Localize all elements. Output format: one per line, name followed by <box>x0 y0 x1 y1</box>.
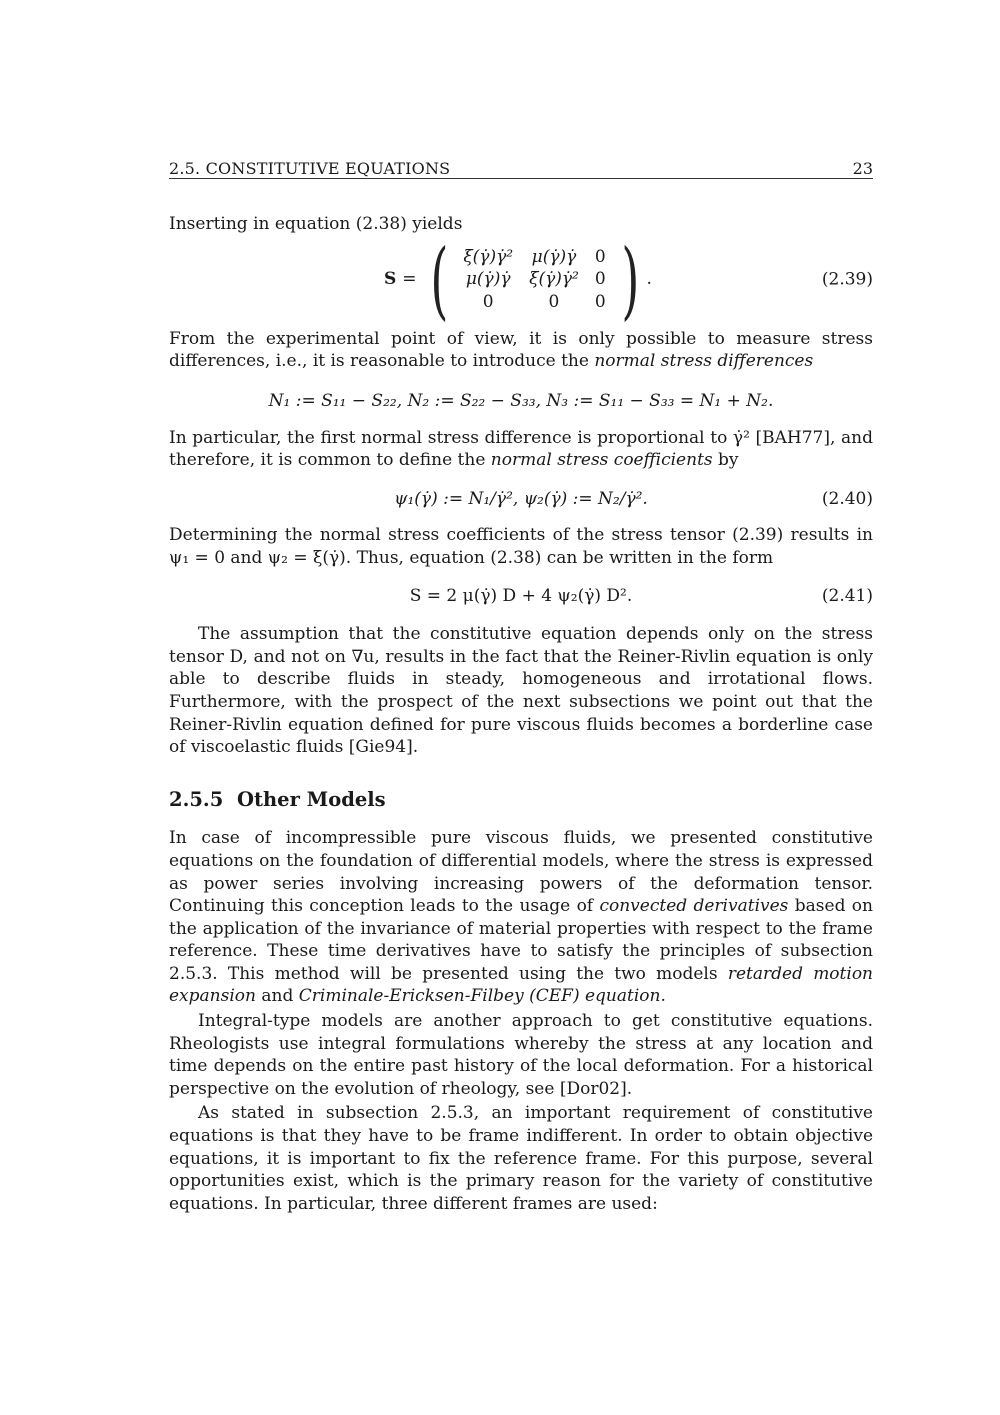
right-paren: ) <box>621 230 640 329</box>
running-header <box>169 156 873 179</box>
equation-number: (2.39) <box>821 269 873 290</box>
equation-expression: ψ₁(γ̇) := N₁/γ̇², ψ₂(γ̇) := N₂/γ̇². <box>394 488 648 509</box>
matrix-cell: 0 <box>594 246 606 267</box>
matrix-cell: ξ(γ̇)γ̇² <box>529 269 579 290</box>
matrix-cell: 0 <box>482 291 494 312</box>
emphasis-normal-stress-coefficients: normal stress coefficients <box>490 450 713 471</box>
header-section-title: 2.5. CONSTITUTIVE EQUATIONS <box>169 159 451 178</box>
paragraph-integral-type: Integral-type models are another approach to get constitutive equations. Rheologists use integral formulations whereby the stress at any location and time depends on the entire past history of the local deformation. For a historical perspective on the evolution of rheology, see [Dor02]. <box>169 1011 873 1099</box>
matrix-cell: 0 <box>548 291 560 312</box>
matrix-cell: μ(γ̇)γ̇ <box>465 269 511 290</box>
paragraph-incompressible: In case of incompressible pure viscous fluids, we presented constitutive equations on the foundation of differential models, where the stress is expressed as power series involving increasing powers of the deformation tensor. Continuing this conception leads to the usage of convected derivatives based on the application of the invariance of material properties with respect to the frame reference. These time derivatives have to satisfy the principles of subsection 2.5.3. This method will be presented using the two models retarded motion expansion and Criminale-Ericksen-Filbey (CEF) equation. <box>169 828 873 1007</box>
section-heading <box>169 789 873 812</box>
section-title: Other Models <box>237 787 386 811</box>
paragraph-particular: In particular, the first normal stress difference is proportional to γ̇² [BAH77], and therefore, it is common to define the normal stress coefficients by <box>169 427 873 471</box>
stress-matrix <box>455 246 613 314</box>
matrix-lhs: S <box>384 269 397 290</box>
equation-number: (2.41) <box>821 586 873 607</box>
equation-normal-stress-differences: N₁ := S₁₁ − S₂₂, N₂ := S₂₂ − S₃₃, N₃ := S₁₁ − S₃₃ = N₁ + N₂. <box>268 390 774 411</box>
left-paren: ( <box>429 230 448 329</box>
page-content <box>169 156 873 1215</box>
matrix-cell: 0 <box>594 269 606 290</box>
equation-2-39: S = ( ξ(γ̇)γ̇² μ(γ̇)γ̇ 0 μ(γ̇)γ̇ ξ(γ̇)γ̇² 0 0 0 0 ) . (2.39) <box>384 230 873 329</box>
paragraph-determining: Determining the normal stress coefficients of the stress tensor (2.39) results in ψ₁ = 0 and ψ₂ = ξ(γ̇). Thus, equation (2.38) can be written in the form <box>169 524 873 568</box>
matrix-cell: μ(γ̇)γ̇ <box>531 246 577 267</box>
matrix-cell: 0 <box>594 291 606 312</box>
equation-expression: S = 2 μ(γ̇) D + 4 ψ₂(γ̇) D². <box>409 586 633 607</box>
emphasis-retarded-motion-expansion: retarded motion expansion <box>169 963 873 1007</box>
emphasis-normal-stress-differences: normal stress differences <box>594 351 814 372</box>
section-number: 2.5.5 <box>169 787 224 811</box>
equation-2-40 <box>169 484 873 514</box>
header-page-number: 23 <box>852 159 873 178</box>
matrix-cell: ξ(γ̇)γ̇² <box>463 246 514 267</box>
equation-2-41 <box>169 581 873 611</box>
paragraph-frame-indifferent: As stated in subsection 2.5.3, an important requirement of constitutive equations is that they have to be frame indifferent. In order to obtain objective equations, it is important to fix the reference frame. For this purpose, several opportunities exist, which is the primary reason for the variety of constitutive equations. In particular, three different frames are used: <box>169 1103 873 1214</box>
paragraph-experimental: From the experimental point of view, it is only possible to measure stress differences, i.e., it is reasonable to introduce the normal stress differences <box>169 328 873 372</box>
equation-number: (2.40) <box>821 488 873 509</box>
paragraph-inserting: Inserting in equation (2.38) yields <box>169 214 463 234</box>
emphasis-convected-derivatives: convected derivatives <box>599 896 789 917</box>
equation-period: . <box>646 269 652 290</box>
paragraph-assumption: The assumption that the constitutive equation depends only on the stress tensor D, and not on ∇u, results in the fact that the Reiner-Rivlin equation is only able to describe fluids in steady, homogeneous and irrotational flows. Furthermore, with the prospect of the next subsections we point out that the Reiner-Rivlin equation defined for pure viscous fluids becomes a borderline case of viscoelastic fluids [Gie94]. <box>169 624 873 758</box>
emphasis-cef-equation: Criminale-Ericksen-Filbey (CEF) equation <box>298 986 661 1007</box>
